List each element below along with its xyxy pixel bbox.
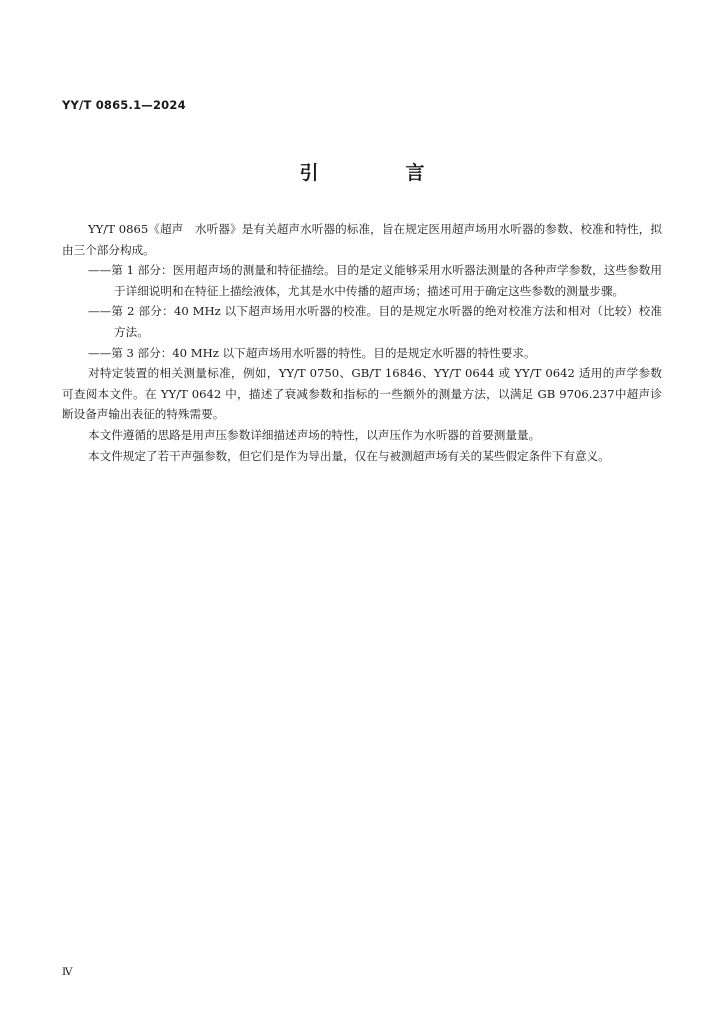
part-3-item: ——第 3 部分：40 MHz 以下超声场用水听器的特性。目的是规定水听器的特性要求。 bbox=[88, 345, 536, 360]
page-number: Ⅳ bbox=[62, 966, 73, 978]
intensity-paragraph: 本文件规定了若干声强参数，但它们是作为导出量，仅在与被测超声场有关的某些假定条件下有意义。 bbox=[88, 448, 610, 463]
intro-paragraph: YY/T 0865《超声 水听器》是有关超声水听器的标准，旨在规定医用超声场用水听器的参数、校准和特性，拟由三个部分构成。 bbox=[62, 222, 662, 257]
approach-paragraph: 本文件遵循的思路是用声压参数详细描述声场的特性，以声压作为水听器的首要测量量。 bbox=[88, 427, 541, 442]
standard-number: YY/T 0865.1—2024 bbox=[62, 98, 186, 112]
page-title: 引 言 bbox=[299, 162, 459, 184]
related-standards-paragraph: 对特定装置的相关测量标准，例如，YY/T 0750、GB/T 16846、YY/T 0644 或 YY/T 0642 适用的声学参数可查阅本文件。在 YY/T 0642 中，描述了衰减参数和指标的一些额外的测量方法，以满足 GB 9706.237中超声诊断设备声输出表征的特殊需要。 bbox=[62, 366, 662, 422]
part-1-item: ——第 1 部分：医用超声场的测量和特征描绘。目的是定义能够采用水听器法测量的各种声学参数，这些参数用于详细说明和在特征上描绘液体，尤其是水中传播的超声场；描述可用于确定这些参数的测量步骤。 bbox=[88, 263, 662, 298]
document-body bbox=[62, 219, 662, 466]
part-2-item: ——第 2 部分：40 MHz 以下超声场用水听器的校准。目的是规定水听器的绝对校准方法和相对（比较）校准方法。 bbox=[88, 304, 662, 339]
